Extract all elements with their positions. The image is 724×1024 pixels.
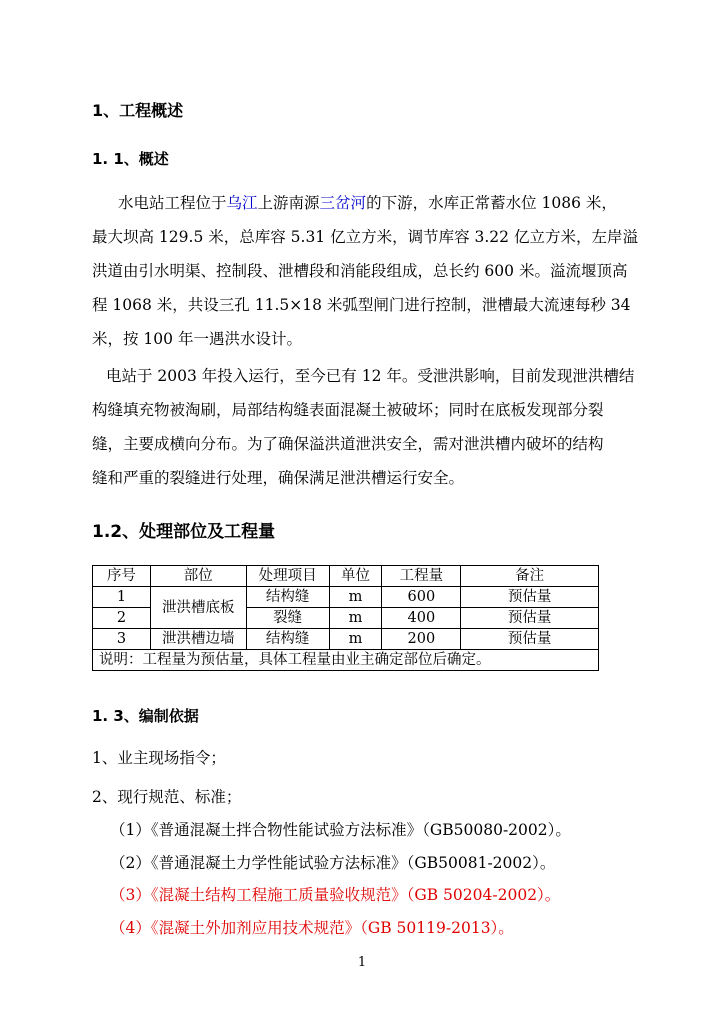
section-1-2-title: 1.2、处理部位及工程量 xyxy=(92,522,276,542)
table-cell: 2 xyxy=(93,608,151,629)
table-header-row xyxy=(93,566,599,587)
overview-p2-line-1: 电站于 2003 年投入运行，至今已有 12 年。受泄洪影响，目前发现泄洪槽结 xyxy=(106,367,635,385)
table-row xyxy=(93,587,599,608)
section-1-1-title: 1. 1、概述 xyxy=(92,150,169,168)
table-header-cell: 序号 xyxy=(93,566,151,587)
table-footnote-row xyxy=(93,650,599,671)
overview-p1-line-1: 水电站工程位于乌江上游南源三岔河的下游，水库正常蓄水位 1086 米， xyxy=(118,194,617,212)
table-cell: 预估量 xyxy=(461,629,599,650)
table-cell: 200 xyxy=(382,629,461,650)
basis-item-2: 2、现行规范、标准； xyxy=(92,788,242,806)
overview-paragraph-1 xyxy=(92,186,662,356)
table-cell: 3 xyxy=(93,629,151,650)
table-header-cell: 工程量 xyxy=(382,566,461,587)
table-cell: m xyxy=(329,629,382,650)
table-header-cell: 部位 xyxy=(150,566,246,587)
overview-p1-line-5: 米，按 100 年一遇洪水设计。 xyxy=(92,330,302,348)
table-cell: 预估量 xyxy=(461,608,599,629)
quantity-table xyxy=(92,565,599,671)
overview-p1-line-4: 程 1068 米，共设三孔 11.5×18 米弧型闸门进行控制，泄槽最大流速每秒 34 xyxy=(92,296,631,314)
table-footnote: 说明：工程量为预估量，具体工程量由业主确定部位后确定。 xyxy=(93,650,599,671)
section-1-title: 1、工程概述 xyxy=(92,101,184,120)
table-cell: 结构缝 xyxy=(246,587,329,608)
overview-p2-line-4: 缝和严重的裂缝进行处理，确保满足泄洪槽运行安全。 xyxy=(92,469,465,487)
table-cell: 600 xyxy=(382,587,461,608)
table-cell: 400 xyxy=(382,608,461,629)
basis-item-1: 1、业主现场指令； xyxy=(92,749,226,767)
table-cell: 预估量 xyxy=(461,587,599,608)
table-header-cell: 备注 xyxy=(461,566,599,587)
table-row xyxy=(93,629,599,650)
table-cell: m xyxy=(329,587,382,608)
overview-p2-line-3: 缝，主要成横向分布。为了确保溢洪道泄洪安全，需对泄洪槽内破坏的结构 xyxy=(92,435,604,453)
standard-4: （4）《混凝土外加剂应用技术规范》（GB 50119-2013）。 xyxy=(110,919,514,937)
page-number: 1 xyxy=(357,955,367,970)
table-cell: m xyxy=(329,608,382,629)
table-header-cell: 单位 xyxy=(329,566,382,587)
overview-paragraph-2 xyxy=(92,359,662,495)
sanchahe-link[interactable]: 三岔河 xyxy=(319,194,367,212)
standard-1: （1）《普通混凝土拌合物性能试验方法标准》（GB50080-2002）。 xyxy=(110,821,571,839)
overview-p2-line-2: 构缝填充物被淘刷，局部结构缝表面混凝土被破坏；同时在底板发现部分裂 xyxy=(92,401,604,419)
table-cell: 结构缝 xyxy=(246,629,329,650)
section-1-3-title: 1. 3、编制依据 xyxy=(92,707,199,725)
overview-p1-line-2: 最大坝高 129.5 米，总库容 5.31 亿立方米，调节库容 3.22 亿立方米，左岸溢 xyxy=(92,228,638,246)
overview-p1-line-3: 洪道由引水明渠、控制段、泄槽段和消能段组成，总长约 600 米。溢流堰顶高 xyxy=(92,262,628,280)
wujiang-link[interactable]: 乌江 xyxy=(226,194,258,212)
standard-2: （2）《普通混凝土力学性能试验方法标准》（GB50081-2002）。 xyxy=(110,854,556,872)
table-cell: 裂缝 xyxy=(246,608,329,629)
table-cell-part: 泄洪槽底板 xyxy=(150,587,246,629)
table-cell: 1 xyxy=(93,587,151,608)
table-header-cell: 处理项目 xyxy=(246,566,329,587)
table-cell-part: 泄洪槽边墙 xyxy=(150,629,246,650)
standard-3: （3）《混凝土结构工程施工质量验收规范》（GB 50204-2002）。 xyxy=(110,886,561,904)
